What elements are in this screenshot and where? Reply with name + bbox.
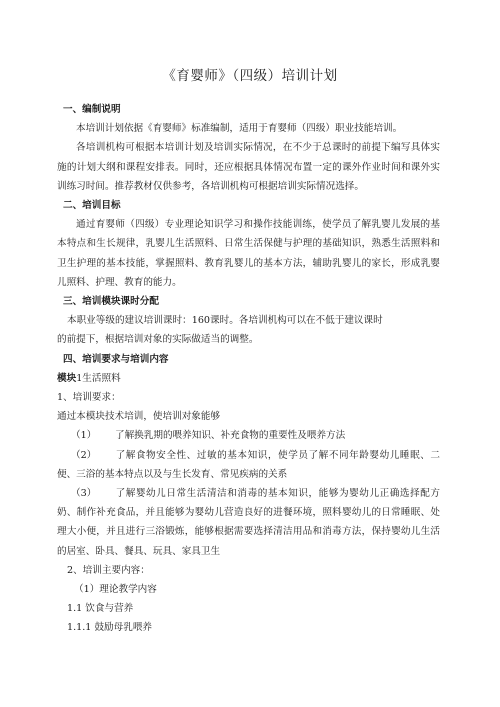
- requirements-title: 1、培训要求：: [57, 392, 121, 404]
- document-body: [57, 100, 440, 638]
- subsection-title: 1.1 饮食与营养: [67, 603, 134, 615]
- theory-title: （1）理论教学内容: [74, 584, 157, 596]
- main-content-title: 2、培训主要内容：: [67, 564, 150, 576]
- module-label: 模块: [57, 372, 77, 384]
- item-number: （2）: [71, 449, 97, 461]
- item-text: 了解婴幼儿日常生活清洁和消毒的基本知识，能够为婴幼儿正确选择配方奶、制作补充食品，并且能够为婴幼儿营造良好的进餐环境，照料婴幼儿的日常睡眠、处理大小便，并且进行三浴锻炼，能够根据需要选择清洁用品和消毒方法，保持婴幼儿生活的居室、卧具、餐具、玩具、家具卫生: [57, 488, 440, 557]
- paragraph-line: 的前提下，根据培训对象的实际做适当的调整。: [57, 334, 259, 346]
- requirement-item: [57, 426, 440, 445]
- requirement-item: [57, 484, 440, 561]
- item-text: 了解食物安全性、过敏的基本知识，使学员了解不同年龄婴幼儿睡眠、二便、三浴的基本特点以及与生长发育、常见疾病的关系: [57, 449, 440, 480]
- requirements-intro: 通过本模块技术培训，使培训对象能够: [57, 411, 221, 423]
- item-number: （3）: [71, 488, 97, 500]
- item-text: 了解换乳期的喂养知识、补充食物的重要性及喂养方法: [115, 430, 346, 442]
- paragraph: 本培训计划依据《育婴师》标准编制，适用于育婴师（四级）职业技能培训。: [76, 123, 403, 135]
- paragraph-line: 本职业等级的建议培训课时：160课时。各培训机构可以在不低于建议课时: [67, 315, 383, 327]
- paragraph: 通过育婴师（四级）专业理论知识学习和操作技能训练，使学员了解乳婴儿发展的基本特点和生长规律，乳婴儿生活照料、日常生活保健与护理的基础知识，熟悉生活照料和卫生护理的基本技能，掌握照料、教育乳婴儿的基本方法，辅助乳婴儿的家长，形成乳婴儿照料、护理、教育的能力。: [57, 219, 440, 288]
- requirement-item: [57, 446, 440, 484]
- paragraph: 各培训机构可根据本培训计划及培训实际情况，在不少于总课时的前提下编写具体实施的计划大纲和课程安排表。同时，还应根据具体情况布置一定的课外作业时间和课外实训练习时间。推荐教材仅供参考，各培训机构可根据培训实际情况选择。: [57, 142, 440, 192]
- module-title: [57, 369, 440, 388]
- section-heading-4: 四、培训要求与培训内容: [63, 353, 169, 365]
- subsection-title: 1.1.1 鼓励母乳喂养: [67, 622, 153, 634]
- section-heading-2: 二、培训目标: [63, 200, 121, 212]
- item-number: （1）: [71, 430, 97, 442]
- section-heading-3: 三、培训模块课时分配: [63, 296, 159, 308]
- document-title: 《育婴师》（四级）培训计划: [162, 68, 338, 84]
- module-name: 1生活照料: [76, 372, 121, 384]
- section-heading-1: 一、编制说明: [63, 104, 121, 115]
